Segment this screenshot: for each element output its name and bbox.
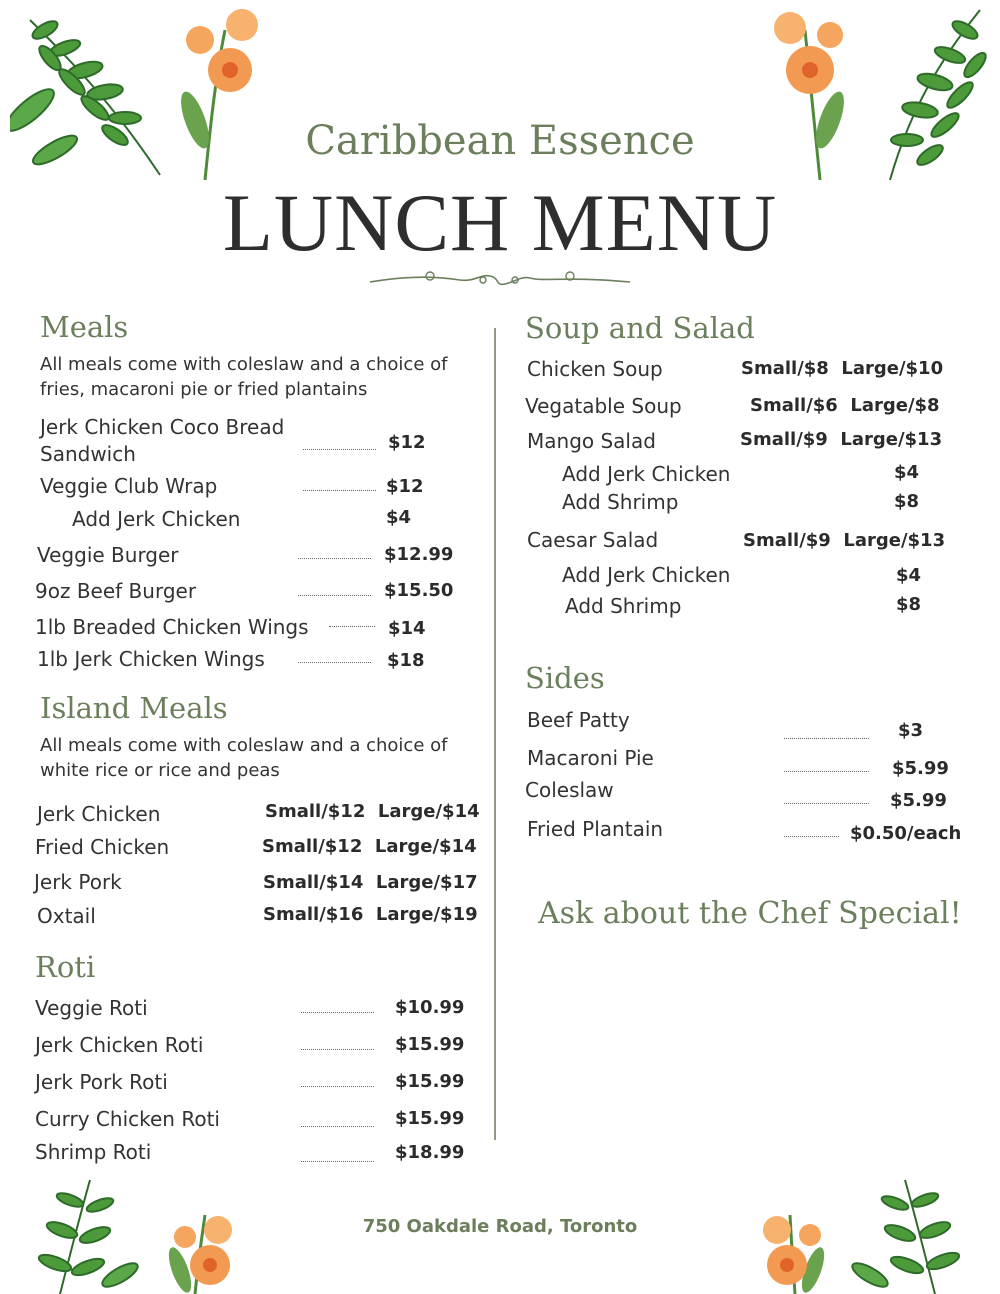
address: 750 Oakdale Road, Toronto: [362, 1216, 638, 1237]
dot-leader: [298, 595, 371, 596]
menu-item-price: $12.99: [384, 544, 454, 565]
dot-leader: [298, 558, 371, 559]
menu-item-name: Oxtail: [37, 904, 96, 928]
menu-item-price: $4: [896, 565, 922, 586]
menu-item-name: Macaroni Pie: [527, 746, 654, 770]
menu-item-name: Shrimp Roti: [35, 1140, 152, 1164]
menu-item-name: Fried Chicken: [35, 835, 170, 859]
flourish-divider: [365, 268, 635, 292]
chef-special-callout: Ask about the Chef Special!: [538, 896, 962, 931]
menu-item-price: $12: [388, 432, 426, 453]
section-heading-roti: Roti: [35, 950, 96, 984]
restaurant-name: Caribbean Essence: [305, 118, 695, 164]
menu-item-name-cont: Sandwich: [40, 442, 136, 466]
dot-leader: [784, 836, 839, 837]
menu-item-price: $15.99: [395, 1071, 465, 1092]
dot-leader: [301, 1086, 374, 1087]
menu-item-price: $15.99: [395, 1034, 465, 1055]
dot-leader: [303, 449, 376, 450]
menu-item-name: Add Shrimp: [565, 594, 682, 618]
dot-leader: [329, 626, 375, 627]
menu-item-name: Jerk Pork: [34, 870, 122, 894]
menu-item-name: Veggie Roti: [35, 996, 148, 1020]
menu-item-name: Jerk Chicken: [37, 802, 161, 826]
menu-item-name: Jerk Pork Roti: [35, 1070, 168, 1094]
menu-item-price: Small/$6 Large/$8: [750, 395, 940, 416]
menu-item-name: Beef Patty: [527, 708, 630, 732]
menu-item-name: Fried Plantain: [527, 817, 664, 841]
meals-note-line2: fries, macaroni pie or fried plantains: [40, 379, 368, 400]
dot-leader: [301, 1012, 374, 1013]
menu-item-price: Small/$9 Large/$13: [743, 530, 946, 551]
menu-item-name: Coleslaw: [525, 778, 614, 802]
menu-item-price: $18.99: [395, 1142, 465, 1163]
menu-item-name: Add Jerk Chicken: [562, 563, 731, 587]
menu-item-price: $4: [386, 507, 412, 528]
menu-item-price: $8: [896, 594, 922, 615]
menu-item-price: Small/$9 Large/$13: [740, 429, 943, 450]
menu-item-price: $5.99: [892, 758, 949, 779]
island-meals-note-line1: All meals come with coleslaw and a choice of: [40, 735, 448, 756]
menu-item-price: $10.99: [395, 997, 465, 1018]
menu-item-name: Veggie Club Wrap: [40, 474, 218, 498]
menu-item-price: $8: [894, 491, 920, 512]
page-title: LUNCH MENU: [222, 177, 778, 268]
section-heading-meals: Meals: [40, 310, 129, 344]
menu-item-price: $15.50: [384, 580, 454, 601]
menu-item-price: $0.50/each: [850, 823, 962, 844]
fern-icon: [849, 1180, 961, 1294]
menu-item-price: $12: [386, 476, 424, 497]
menu-item-price: Small/$12 Large/$14: [265, 801, 480, 822]
menu-item-price: $3: [898, 720, 924, 741]
menu-item-price: $4: [894, 462, 920, 483]
menu-item-name: 1lb Jerk Chicken Wings: [37, 647, 265, 671]
menu-item-price: $14: [388, 618, 426, 639]
menu-item-price: Small/$14 Large/$17: [263, 872, 478, 893]
dot-leader: [301, 1126, 374, 1127]
menu-item-price: $15.99: [395, 1108, 465, 1129]
dot-leader: [301, 1161, 374, 1162]
island-meals-note-line2: white rice or rice and peas: [40, 760, 280, 781]
dot-leader: [784, 738, 869, 739]
menu-item-name: Veggie Burger: [37, 543, 179, 567]
menu-item-name: Add Jerk Chicken: [72, 507, 241, 531]
meals-note-line1: All meals come with coleslaw and a choice of: [40, 354, 448, 375]
menu-item-price: $18: [387, 650, 425, 671]
dot-leader: [784, 803, 869, 804]
menu-item-name: 1lb Breaded Chicken Wings: [35, 615, 309, 639]
dot-leader: [301, 1049, 374, 1050]
menu-item-name: Caesar Salad: [527, 528, 659, 552]
fern-icon: [37, 1180, 141, 1294]
menu-item-name: Vegatable Soup: [525, 394, 682, 418]
menu-item-name: Chicken Soup: [527, 357, 663, 381]
menu-item-price: Small/$12 Large/$14: [262, 836, 477, 857]
dot-leader: [784, 771, 869, 772]
menu-item-name: 9oz Beef Burger: [35, 579, 197, 603]
menu-item-name: Jerk Chicken Coco Bread: [40, 415, 285, 439]
menu-item-price: $5.99: [890, 790, 947, 811]
dot-leader: [298, 662, 371, 663]
menu-item-name: Curry Chicken Roti: [35, 1107, 220, 1131]
column-divider: [494, 328, 496, 1140]
menu-item-price: Small/$8 Large/$10: [741, 358, 944, 379]
menu-item-name: Mango Salad: [527, 429, 656, 453]
menu-item-name: Add Shrimp: [562, 490, 679, 514]
menu-item-price: Small/$16 Large/$19: [263, 904, 478, 925]
section-heading-sides: Sides: [525, 661, 605, 695]
menu-item-name: Add Jerk Chicken: [562, 462, 731, 486]
dot-leader: [303, 490, 376, 491]
menu-item-name: Jerk Chicken Roti: [35, 1033, 204, 1057]
section-heading-island-meals: Island Meals: [40, 691, 228, 725]
section-heading-soup-salad: Soup and Salad: [525, 311, 755, 345]
